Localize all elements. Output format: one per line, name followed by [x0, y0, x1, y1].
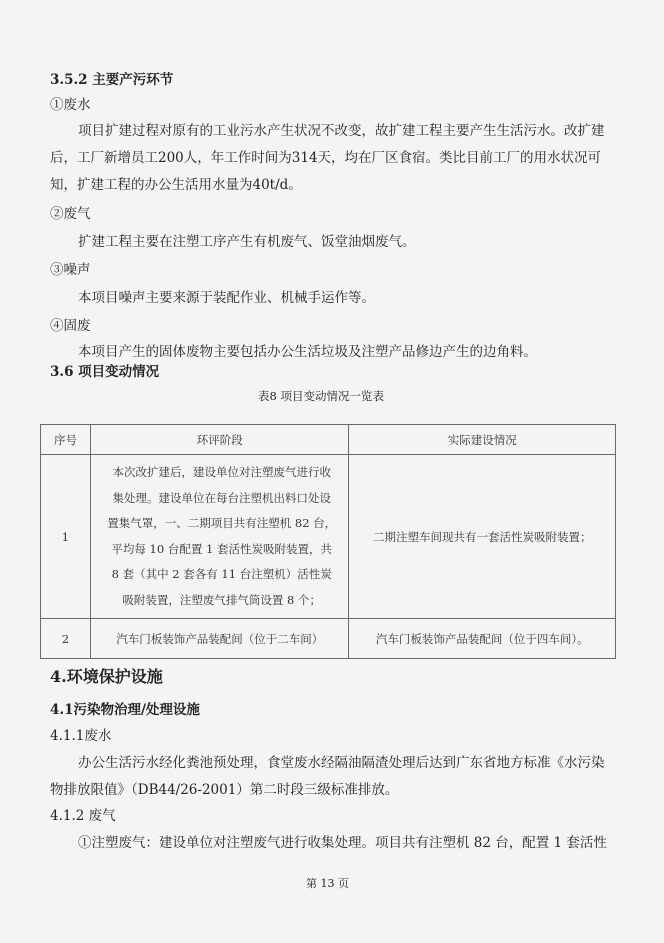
row-actual-construction: 汽车门板装饰产品装配间（位于四车间）。 [349, 619, 616, 659]
project-change-table [40, 424, 616, 659]
table-caption: 表8 项目变动情况一览表 [258, 389, 384, 403]
section-heading-4-1-2: 4.1.2 废气 [50, 808, 116, 824]
noise-label: ③噪声 [50, 262, 91, 278]
solid-waste-label: ④固废 [50, 318, 91, 334]
section-heading-4-1: 4.1污染物治理/处理设施 [50, 702, 200, 718]
waste-gas-paragraph: 扩建工程主要在注塑工序产生有机废气、饭堂油烟废气。 [78, 234, 416, 250]
table-row [41, 455, 616, 619]
section-heading-4-1-1: 4.1.1废水 [50, 728, 112, 744]
page-number: 第 13 页 [306, 877, 349, 890]
table-header-row [41, 425, 616, 455]
waste-gas-treatment-paragraph: ①注塑废气：建设单位对注塑废气进行收集处理。项目共有注塑机 82 台，配置 1 套活性 [78, 835, 607, 851]
noise-paragraph: 本项目噪声主要来源于装配作业、机械手运作等。 [78, 290, 375, 306]
row-no: 1 [41, 455, 91, 619]
row-actual-construction: 二期注塑车间现共有一套活性炭吸附装置； [349, 455, 616, 619]
row-eia-stage: 汽车门板装饰产品装配间（位于二车间） [90, 619, 349, 659]
section-heading-3-6: 3.6 项目变动情况 [50, 364, 160, 380]
waste-gas-label: ②废气 [50, 206, 91, 222]
wastewater-label: ①废水 [50, 97, 91, 113]
table-row [41, 619, 616, 659]
header-eia-stage: 环评阶段 [90, 425, 349, 455]
section-heading-3-5-2: 3.5.2 主要产污环节 [50, 72, 174, 88]
row-eia-stage: 本次改扩建后，建设单位对注塑废气进行收集处理。建设单位在每台注塑机出料口处设置集气罩，一、二期项目共有注塑机 82 台，平均每 10 台配置 1 套活性炭吸附装置，共 8 套（其中 2 套各有 11 台注塑机）活性炭吸附装置，注塑废气排气筒设置 8 个； [90, 455, 349, 619]
section-heading-4: 4.环境保护设施 [50, 667, 163, 686]
solid-waste-paragraph: 本项目产生的固体废物主要包括办公生活垃圾及注塑产品修边产生的边角料。 [78, 344, 537, 360]
wastewater-treatment-paragraph: 办公生活污水经化粪池预处理，食堂废水经隔油隔渣处理后达到广东省地方标准《水污染物排放限值》（DB44/26-2001）第二时段三级标准排放。 [50, 755, 605, 798]
header-no: 序号 [41, 425, 91, 455]
header-actual-construction: 实际建设情况 [349, 425, 616, 455]
row-no: 2 [41, 619, 91, 659]
wastewater-paragraph: 项目扩建过程对原有的工业污水产生状况不改变，故扩建工程主要产生生活污水。改扩建后，工厂新增员工200人，年工作时间为314天，均在厂区食宿。类比目前工厂的用水状况可知，扩建工程的办公生活用水量为40t/d。 [50, 123, 605, 193]
